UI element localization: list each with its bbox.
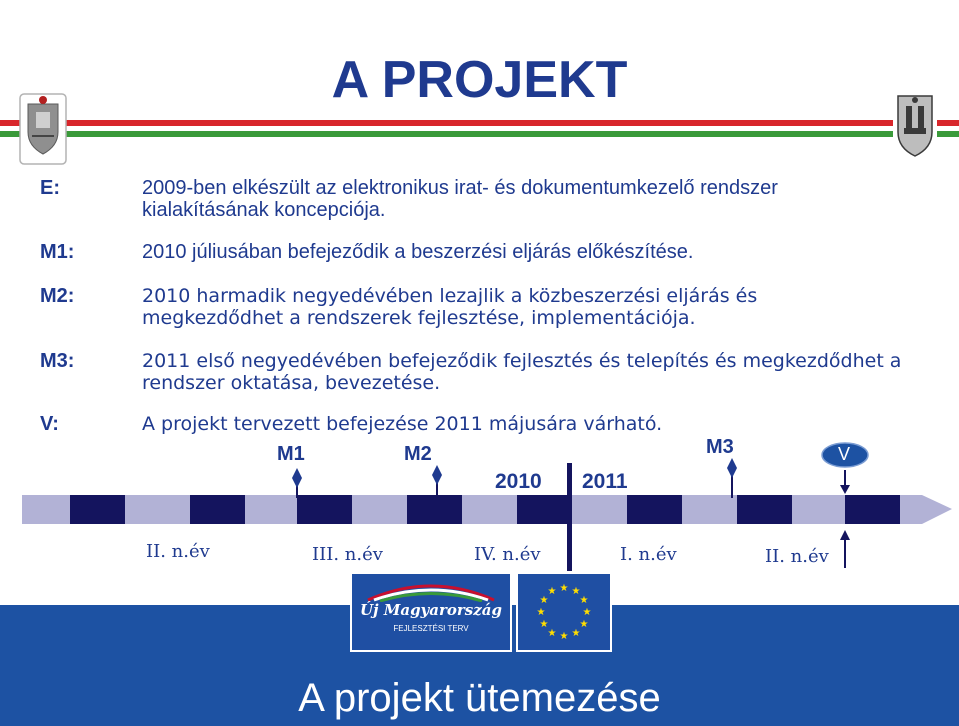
milestone-text-e: 2009-ben elkészült az elektronikus irat- és dokumentumkezelő rendszer kialakításának koncepciója. xyxy=(142,177,778,221)
year-2011: 2011 xyxy=(582,470,628,493)
timeline-arrow xyxy=(22,495,952,524)
end-up-arrow-icon xyxy=(840,530,850,568)
svg-text:★: ★ xyxy=(536,607,546,618)
quarter-label: I. n.év xyxy=(620,544,677,565)
svg-text:★: ★ xyxy=(579,595,589,606)
slide-title: A PROJEKT xyxy=(331,51,628,109)
svg-text:★: ★ xyxy=(559,583,569,594)
m1-label: M1 xyxy=(277,443,305,465)
milestone-text-v: A projekt tervezett befejezése 2011 májusára várható. xyxy=(142,413,663,435)
eu-stars-icon xyxy=(526,578,602,646)
year-2010: 2010 xyxy=(495,470,542,493)
m2-marker-icon xyxy=(432,465,442,498)
v-down-arrow-icon xyxy=(840,470,850,494)
coat-of-arms-icon xyxy=(18,90,68,168)
quarter-label: II. n.év xyxy=(146,541,210,562)
milestone-key-m1: M1: xyxy=(40,241,75,263)
milestone-text-m3: 2011 első negyedévében befejeződik fejlesztés és telepítés és megkezdődhet a rendszer oktatása, bevezetése. xyxy=(142,350,902,394)
city-crest-icon xyxy=(892,88,938,160)
m3-marker-icon xyxy=(727,458,737,498)
m1-marker-icon xyxy=(292,468,302,498)
year-divider xyxy=(567,463,572,571)
svg-text:★: ★ xyxy=(579,619,589,630)
stripe-green xyxy=(0,131,959,137)
m3-label: M3 xyxy=(706,436,734,458)
quarter-label: IV. n.év xyxy=(474,544,541,565)
svg-text:★: ★ xyxy=(559,631,569,642)
umft-logo xyxy=(350,572,512,652)
svg-text:★: ★ xyxy=(539,619,549,630)
milestone-key-m2: M2: xyxy=(40,285,75,307)
umft-subtitle: FEJLESZTÉSI TERV xyxy=(393,624,469,633)
umft-arc-icon xyxy=(362,578,500,602)
milestone-key-e: E: xyxy=(40,177,60,199)
milestone-text-m2: 2010 harmadik negyedévében lezajlik a közbeszerzési eljárás és megkezdődhet a rendszerek fejlesztése, implementációja. xyxy=(142,285,758,329)
footer-title: A projekt ütemezése xyxy=(298,676,661,720)
quarter-label: III. n.év xyxy=(312,544,383,565)
svg-text:★: ★ xyxy=(582,607,592,618)
eu-flag-logo xyxy=(516,572,612,652)
svg-text:★: ★ xyxy=(547,628,557,639)
svg-text:★: ★ xyxy=(571,586,581,597)
milestone-key-m3: M3: xyxy=(40,350,75,372)
v-label: V xyxy=(838,444,851,464)
svg-text:★: ★ xyxy=(571,628,581,639)
svg-text:★: ★ xyxy=(539,595,549,606)
m2-label: M2 xyxy=(404,443,432,465)
umft-name: Új Magyarország xyxy=(360,601,502,619)
milestone-key-v: V: xyxy=(40,413,59,435)
quarter-label: II. n.év xyxy=(765,546,829,567)
svg-text:★: ★ xyxy=(547,586,557,597)
milestone-text-m1: 2010 júliusában befejeződik a beszerzési eljárás előkészítése. xyxy=(142,241,694,263)
